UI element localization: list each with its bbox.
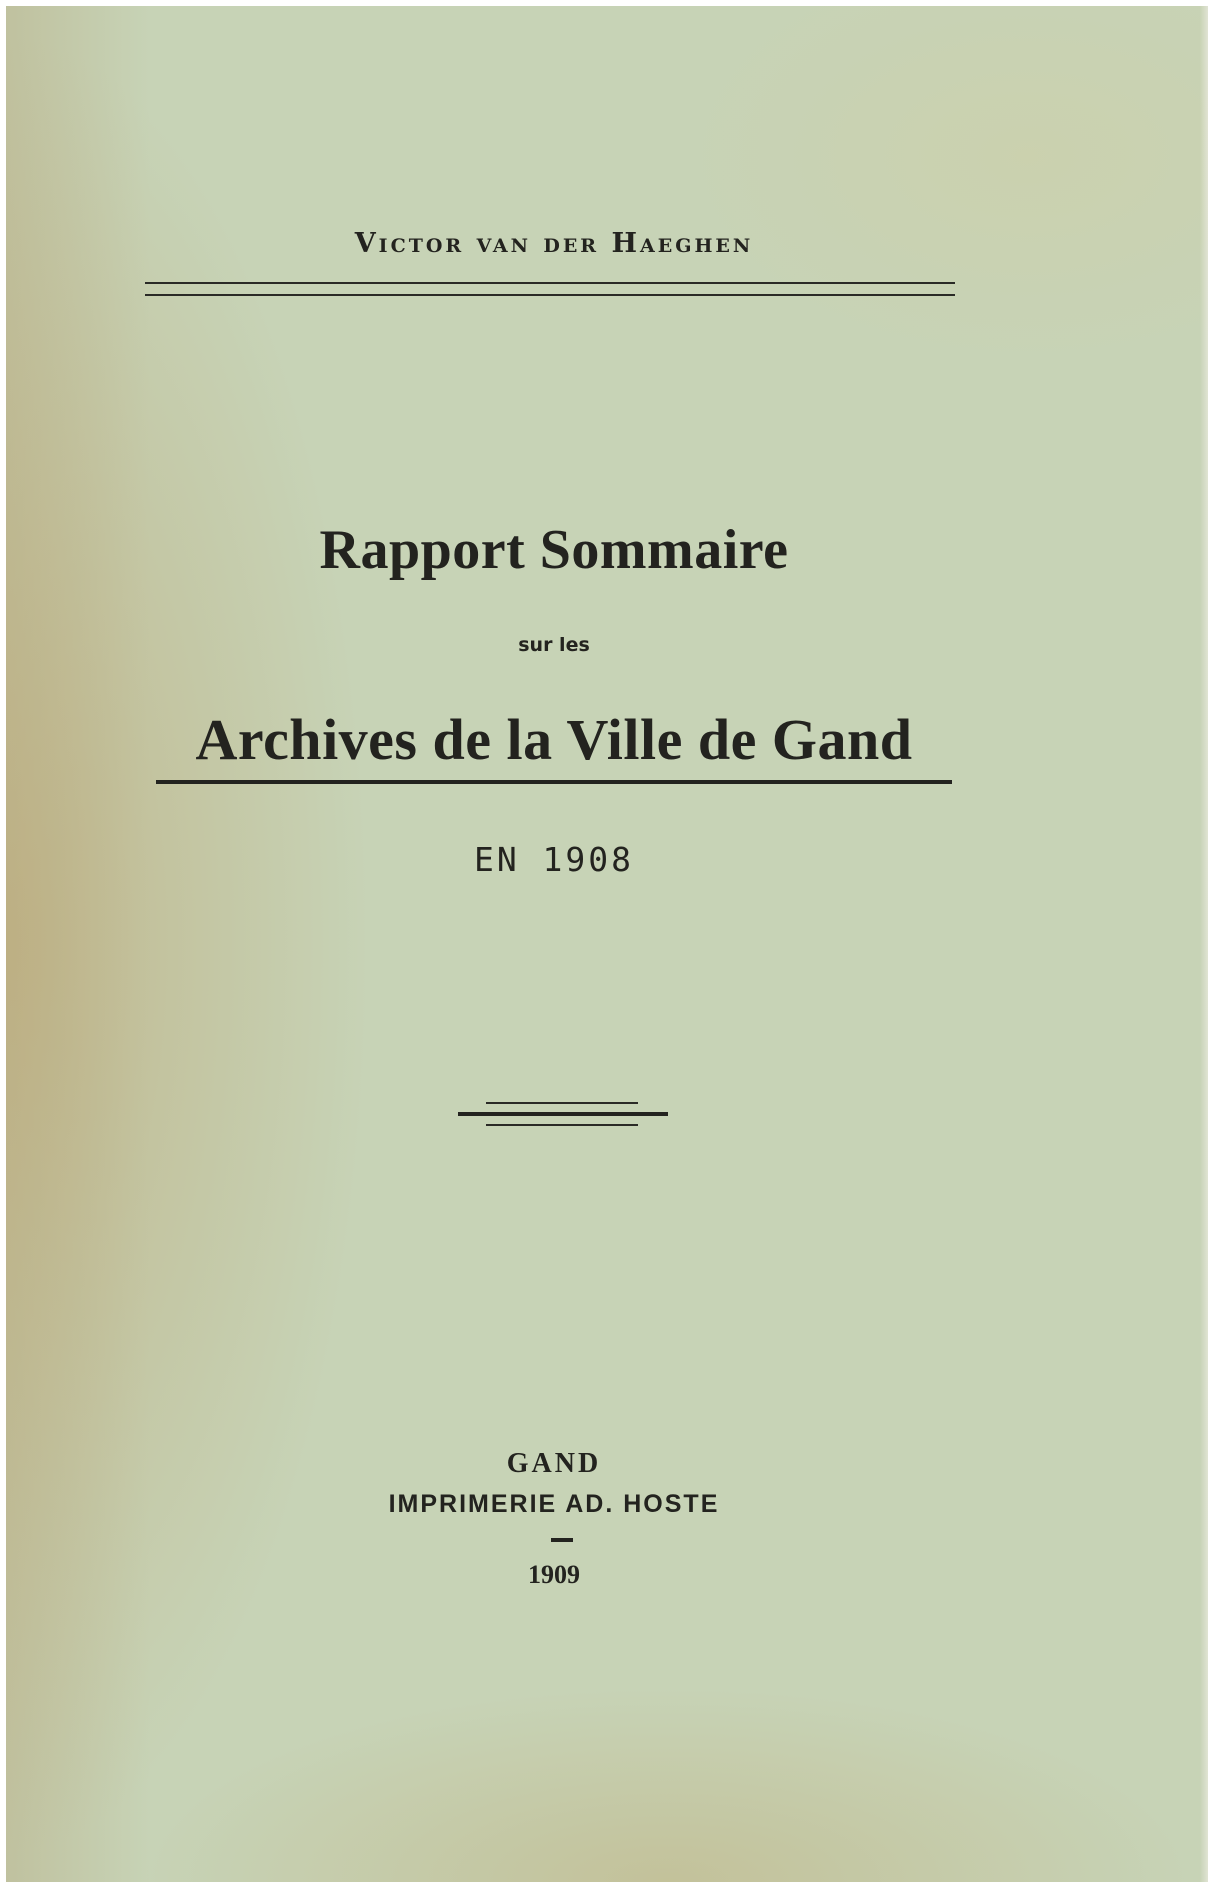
publication-place: GAND: [506, 1448, 602, 1479]
title-line-2: Archives de la Ville de Gand: [195, 707, 913, 772]
author-name: Victor van der Haeghen: [354, 228, 754, 259]
double-rule-divider: [145, 282, 955, 296]
publication-year: 1909: [528, 1560, 580, 1589]
title-connector: sur les: [518, 634, 590, 656]
dash-divider: [551, 1538, 573, 1542]
printer-name: IMPRIMERIE AD. HOSTE: [388, 1490, 720, 1518]
title-line-1: Rapport Sommaire: [319, 519, 789, 581]
title-underline: [156, 780, 952, 784]
ornament-rule: [458, 1102, 668, 1132]
book-cover: [6, 6, 1208, 1882]
year-covered: EN 1908: [473, 840, 635, 879]
